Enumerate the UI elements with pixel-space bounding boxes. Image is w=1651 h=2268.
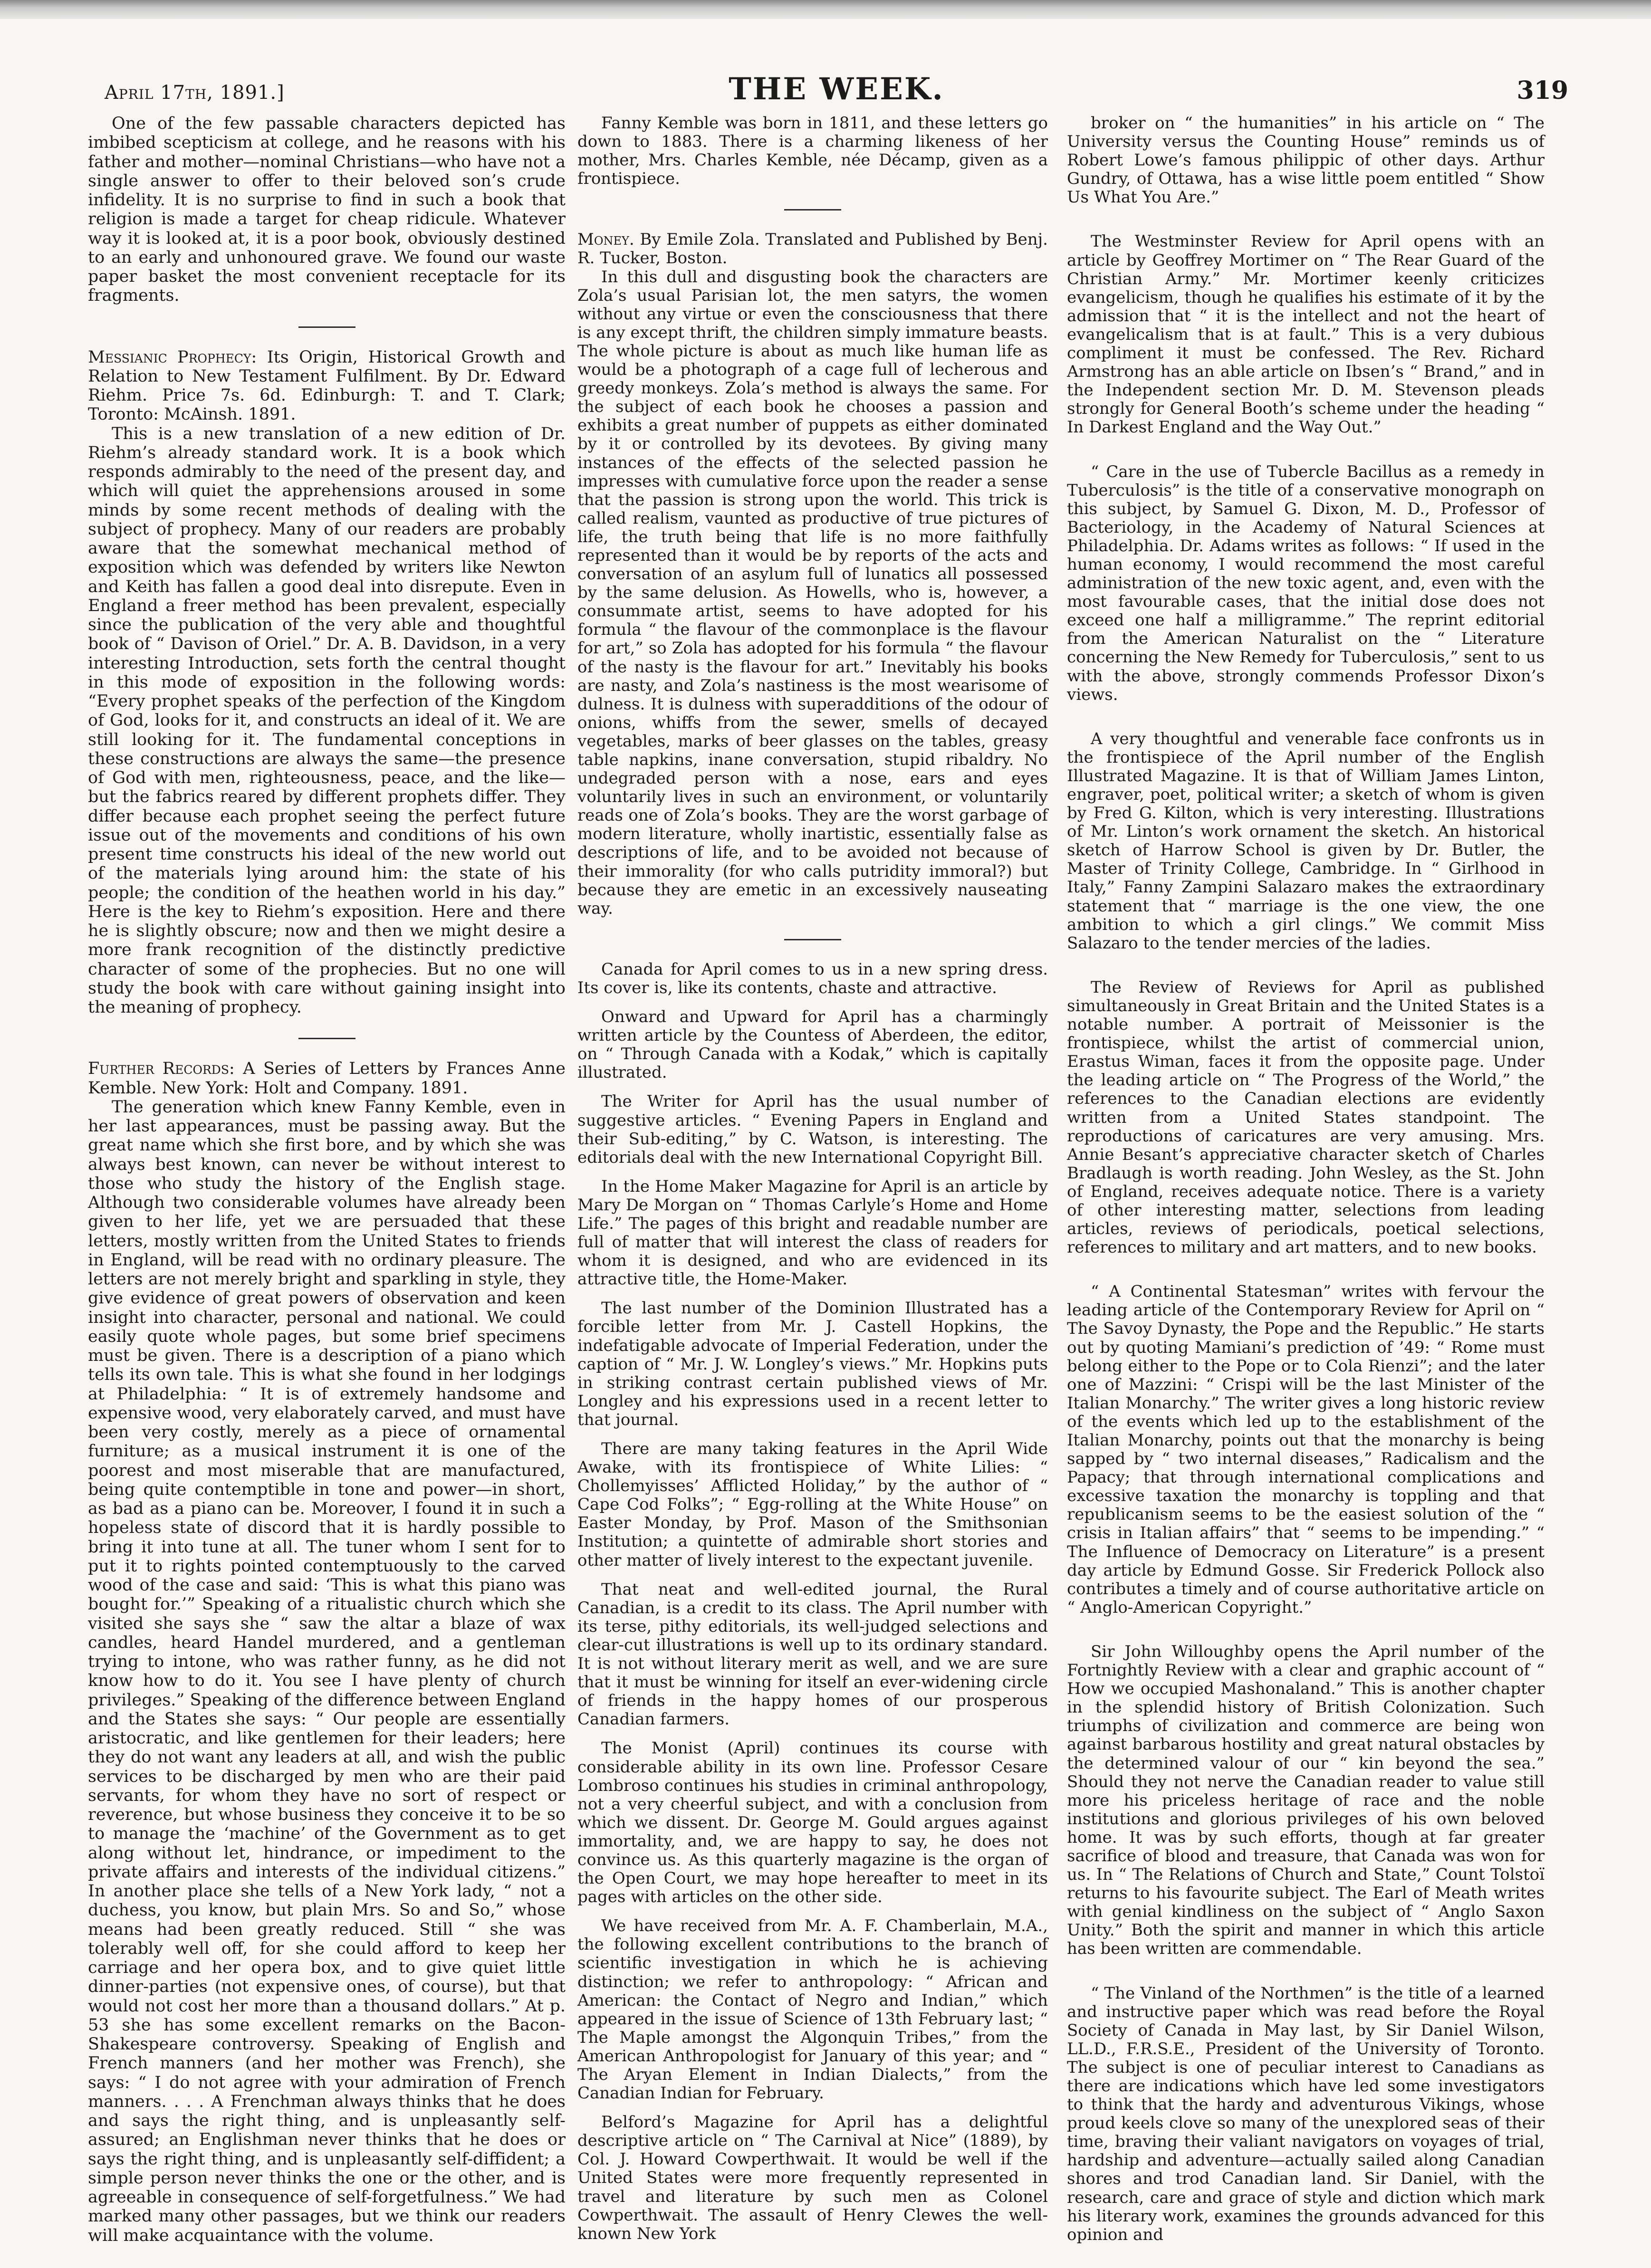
paragraph: The Monist (April) continues its course with considerable ability in its own line. Professor Cesare Lombroso continues his studies in criminal anthropology, not a very cheerful subject, and with a conclusion from which we dissent. Dr. George M. Gould argues against immortality, and, we are happy to say, he does not convince us. As this quarterly magazine is the organ of the Open Court, we may hope hereafter to meet in its pages with articles on the other side.: [577, 1739, 1048, 1907]
paragraph: “ A Continental Statesman” writes with fervour the leading article of the Contemporary Review for April on “ The Savoy Dynasty, the Pope and the Republic.” He starts out by quoting Mamiani’s prediction of ’49: “ Rome must belong either to the Pope or to Cola Rienzi”; and the later one of Mazzini: “ Crispi will be the last Minister of the Italian Monarchy.” The writer gives a long historic review of the events which led up to the establishment of the Italian Monarchy, points out that the monarchy is being sapped by “ two internal diseases,” Radicalism and the Papacy; that through international complications and excessive taxation the monarchy is toppling and that republicanism seems to be the easiest solution of the “ crisis in Italian affairs” that “ seems to be impending.” “ The Influence of Democracy on Literature” is a present day article by Edmund Gosse. Sir Frederick Pollock also contributes a timely and of course authoritative article on “ Anglo-American Copyright.”: [1067, 1282, 1545, 1617]
column-middle: [577, 114, 1048, 2243]
page-number: 319: [1517, 76, 1568, 105]
paragraph: “ The Vinland of the Northmen” is the title of a learned and instructive paper which was read before the Royal Society of Canada in May last, by Sir Daniel Wilson, LL.D., F.R.S.E., President of the University of Toronto. The subject is one of peculiar interest to Canadians as there are indications which have led some investigators to think that the hardy and adventurous Vikings, whose proud keels clove so many of the unexplored seas of their time, braving their valiant navigators on voyages of trial, hardship and adventure—actually sailed along Canadian shores and trod Canadian land. Sir Daniel, with the research, care and grace of style and diction which mark his literary work, examines the grounds advanced for this opinion and: [1067, 1983, 1545, 2244]
paragraph: The Westminster Review for April opens with an article by Geoffrey Mortimer on “ The Rear Guard of the Christian Army.” Mr. Mortimer keenly criticizes evangelicism, though he qualifies his estimate of it by the admission that “ it is the intellect and not the heart of evangelicalism that is at fault.” This is a very dubious compliment it must be confessed. The Rev. Richard Armstrong has an able article on Ibsen’s “ Brand,” and in the Independent section Mr. D. M. Stevenson pleads strongly for General Booth’s scheme under the heading “ In Darkest England and the Way Out.”: [1067, 232, 1545, 437]
review-heading-details: By Emile Zola. Translated and Published by Benj. R. Tucker, Boston.: [577, 230, 1048, 268]
page-header: [105, 71, 1568, 114]
paragraph: The last number of the Dominion Illustrated has a forcible letter from Mr. J. Castell Hopkins, the indefatigable advocate of Imperial Federation, under the caption of “ Mr. J. W. Longley’s views.” Mr. Hopkins puts in striking contrast certain published views of Mr. Longley and his expressions used in a recent letter to that journal.: [577, 1299, 1048, 1429]
section-divider: [298, 1038, 355, 1039]
paragraph: The Review of Reviews for April as published simultaneously in Great Britain and the United States is a notable number. A portrait of Meissonier is the frontispiece, whilst the artist of commercial union, Erastus Wiman, faces it from the opposite page. Under the leading article on “ The Progress of the World,” the references to the Canadian elections are evidently written from a United States standpoint. The reproductions of caricatures are very amusing. Mrs. Annie Besant’s appreciative character sketch of Charles Bradlaugh is worth reading. John Wesley, as the St. John of England, receives adequate notice. There is a variety of other interesting matter, selections from leading articles, reviews of periodicals, poetical selections, references to military and art matters, and to new books.: [1067, 977, 1545, 1257]
column-left: [88, 114, 566, 2245]
paragraph: “ Care in the use of Tubercle Bacillus as a remedy in Tuberculosis” is the title of a conservative monograph on this subject, by Samuel G. Dixon, M. D., Professor of Bacteriology, in the Academy of Natural Sciences at Philadelphia. Dr. Adams writes as follows: “ If used in the human economy, I would recommend the most careful administration of the new toxic agent, and, even with the most favourable cases, that the initial dose does not exceed one half a milligramme.” The reprint editorial from the American Naturalist on the “ Literature concerning the New Remedy for Tuberculosis,” sent to us with the above, strongly commends Professor Dixon’s views.: [1067, 462, 1545, 704]
review-heading-label: Money.: [577, 230, 634, 249]
paragraph: One of the few passable characters depicted has imbibed scepticism at college, and he reasons with his father and mother—nominal Christians—who have not a single answer to offer to their beloved son’s crude infidelity. It is no surprise to find in such a book that religion is made a target for cheap ridicule. Whatever way it is looked at, it is a poor book, obviously destined to an early and unhonoured grave. We found our waste paper basket the most convenient receptacle for its fragments.: [88, 114, 566, 306]
paragraph: We have received from Mr. A. F. Chamberlain, M.A., the following excellent contributions to the branch of scientific investigation in which he is achieving distinction; we refer to anthropology: “ African and American: the Contact of Negro and Indian,” which appeared in the issue of Science of 13th February last; “ The Maple amongst the Algonquin Tribes,” from the American Anthropologist for January of this year; and “ The Aryan Element in Indian Dialects,” from the Canadian Indian for February.: [577, 1916, 1048, 2103]
column-right: [1067, 114, 1545, 2244]
paragraph: In this dull and disgusting book the characters are Zola’s usual Parisian lot, the men satyrs, the women without any virtue or even the consciousness that there is any except thrift, the children simply immature beasts. The whole picture is about as much like human life as would be a photograph of a cage full of lecherous and greedy monkeys. Zola’s method is always the same. For the subject of each book he chooses a passion and exhibits a great number of puppets as either dominated by it or controlled by its devotees. By giving many instances of the effects of the selected passion he impresses with cumulative force upon the reader a sense that the passion is strong upon the world. This trick is called realism, vaunted as productive of true pictures of life, the truth being that life is no more faithfully represented than it would be by reports of the acts and conversation of an asylum full of lunatics all possessed by the same delusion. As Howells, who is, however, a consummate artist, seems to have adopted for his formula “ the flavour of the commonplace is the flavour for art,” so Zola has adopted for his formula “ the flavour of the nasty is the flavour for art.” Inevitably his books are nasty, and Zola’s nastiness is the most wearisome of dulness. It is dulness with superadditions of the odour of onions, whiffs from the sewer, smells of decayed vegetables, marks of beer glasses on the tables, greasy table napkins, inane conversation, stupid ribaldry. No undegraded person with a nose, ears and eyes voluntarily lives in such an environment, or voluntarily reads one of Zola’s books. They are the worst garbage of modern literature, wholly inartistic, essentially false as descriptions of life, and to be avoided not because of their immorality (for who calls putridity immoral?) but because they are emetic in an excessively nauseating way.: [577, 267, 1048, 918]
review-heading-label: Messianic Prophecy:: [88, 347, 257, 367]
paragraph: Belford’s Magazine for April has a delightful descriptive article on “ The Carnival at Nice” (1889), by Col. J. Howard Cowperthwait. It would be well if the United States were more frequently represented in travel and literature by such men as Colonel Cowperthwait. The assault of Henry Clewes the well-known New York: [577, 2113, 1048, 2243]
review-heading-details: A Series of Letters by Frances Anne Kemble. New York: Holt and Company. 1891.: [88, 1059, 566, 1098]
journal-title: THE WEEK.: [729, 71, 944, 107]
paragraph: The Writer for April has the usual number of suggestive articles. “ Evening Papers in England and their Sub-editing,” by C. Watson, is interesting. The editorials deal with the new International Copyright Bill.: [577, 1092, 1048, 1167]
review-heading-label: Further Records:: [88, 1059, 235, 1079]
paragraph: That neat and well-edited journal, the Rural Canadian, is a credit to its class. The April number with its terse, pithy editorials, its well-judged selections and clear-cut illustrations is well up to its ordinary standard. It is not without literary merit as well, and we are sure that it must be winning for itself an ever-widening circle of friends in the happy homes of our prosperous Canadian farmers.: [577, 1579, 1048, 1729]
paragraph: broker on “ the humanities” in his article on “ The University versus the Counting House” reminds us of Robert Lowe’s famous philippic of other days. Arthur Gundry, of Ottawa, has a wise little poem entitled “ Show Us What You Are.”: [1067, 114, 1545, 207]
paragraph: Canada for April comes to us in a new spring dress. Its cover is, like its contents, chaste and attractive.: [577, 959, 1048, 997]
paragraph: In the Home Maker Magazine for April is an article by Mary De Morgan on “ Thomas Carlyle’s Home and Home Life.” The pages of this bright and readable number are full of matter that will interest the class of readers for whom it is designed, and who are evidenced in its attractive title, the Home-Maker.: [577, 1177, 1048, 1289]
review-heading-details: Its Origin, Historical Growth and Relation to New Testament Fulfilment. By Dr. Edward Riehm. Price 7s. 6d. Edinburgh: T. and T. Clark; Toronto: McAinsh. 1891.: [88, 347, 566, 424]
paragraph: A very thoughtful and venerable face confronts us in the frontispiece of the April number of the English Illustrated Magazine. It is that of William James Linton, engraver, poet, political writer; a sketch of whom is given by Fred G. Kilton, which is very interesting. Illustrations of Mr. Linton’s work ornament the sketch. An historical sketch of Harrow School is given by Dr. Butler, the Master of Trinity College, Cambridge. In “ Girlhood in Italy,” Fanny Zampini Salazaro makes the extraordinary statement that “ marriage is the one view, the one ambition to which a girl clings.” We commit Miss Salazaro to the tender mercies of the ladies.: [1067, 729, 1545, 953]
paragraph: Onward and Upward for April has a charmingly written article by the Countess of Aberdeen, the editor, on “ Through Canada with a Kodak,” which is capitally illustrated.: [577, 1007, 1048, 1082]
issue-date: April 17th, 1891.]: [105, 82, 285, 104]
review-heading: [64, 348, 566, 424]
section-divider: [298, 326, 355, 328]
scan-top-edge: [0, 0, 1651, 19]
paragraph: Sir John Willoughby opens the April number of the Fortnightly Review with a clear and graphic account of “ How we occupied Mashonaland.” This is another chapter in the splendid history of British Colonization. Such triumphs of civilization and commerce are being won against barbarous hostility and great natural obstacles by the determined valour of our “ kin beyond the sea.” Should they not nerve the Canadian reader to value still more his priceless heritage of race and the noble institutions and glorious privileges of his own beloved home. It was by such efforts, though at far greater sacrifice of blood and treasure, that Canada was won for us. In “ The Relations of Church and State,” Count Tolstoï returns to his favourite subject. The Earl of Meath writes with genial kindliness on the subject of “ Anglo Saxon Unity.” Both the spirit and manner in which this article has been written are commendable.: [1067, 1642, 1545, 1959]
paragraph: The generation which knew Fanny Kemble, even in her last appearances, must be passing away. But the great name which she first bore, and by which she was always best known, can never be without interest to those who study the history of the English stage. Although two considerable volumes have already been given to her life, yet we are persuaded that these letters, mostly written from the United States to friends in England, will be read with no ordinary pleasure. The letters are not merely bright and sparkling in style, they give evidence of great powers of observation and keen insight into character, personal and national. We could easily quote whole pages, but some brief specimens must be given. There is a description of a piano which tells its own tale. This is what she found in her lodgings at Philadelphia: “ It is of extremely handsome and expensive wood, very elaborately carved, and must have been very costly, merely as a piece of ornamental furniture; as a musical instrument it is one of the poorest and most miserable that are manufactured, being quite contemptible in tone and power—in short, as bad as a piano can be. Moreover, I found it in such a hopeless state of discord that it is hardly possible to bring it into tune at all. The tuner whom I sent for to put it to rights pointed contemptuously to the carved wood of the case and said: ‘This is what this piano was bought for.’” Speaking of a ritualistic church which she visited she says she “ saw the altar a blaze of wax candles, heard Handel murdered, and a gentleman trying to intone, who was rather funny, as he did not know how to do it. You see I have plenty of church privileges.” Speaking of the difference between England and the States she says: “ Our people are essentially aristocratic, and like gentlemen for their leaders; here they do not want any leaders at all, and wish the public services to be discharged by men who are their paid servants, for whom they have no sort of respect or reverence, but whose business they conceive it to be so to manage the ‘machine’ of the Government as to get along without let, hindrance, or impediment to the private affairs and interests of the individual citizens.” In another place she tells of a New York lady, “ not a duchess, you know, but plain Mrs. So and So,” whose means had been greatly reduced. Still “ she was tolerably well off, for she could afford to keep her carriage and her opera box, and to give quiet little dinner-parties (not expensive ones, of course), but that would not cost her more than a thousand dollars.” At p. 53 she has some excellent remarks on the Bacon-Shakespeare controversy. Speaking of English and French manners (and her mother was French), she says: “ I do not agree with your admiration of French manners. . . . A Frenchman always thinks that he does and says the right thing, and is unpleasantly self-assured; an Englishman never thinks that he does or says the right thing, and is unpleasantly self-diffident; a simple person never thinks the one or the other, and is agreeable in consequence of self-forgetfulness.” We had marked many other passages, but we think our readers will make acquaintance with the volume.: [88, 1097, 566, 2245]
section-divider: [784, 939, 841, 940]
paragraph: Fanny Kemble was born in 1811, and these letters go down to 1883. There is a charming likeness of her mother, Mrs. Charles Kemble, née Décamp, given as a frontispiece.: [577, 114, 1048, 189]
review-heading: [554, 230, 1048, 268]
section-divider: [784, 209, 841, 211]
review-heading: [64, 1059, 566, 1098]
paragraph: There are many taking features in the April Wide Awake, with its frontispiece of White Lilies: “ Chollemyisses’ Afflicted Holiday,” by the author of “ Cape Cod Folks”; “ Egg-rolling at the White House” on Easter Monday, by Prof. Mason of the Smithsonian Institution; a quintette of admirable short stories and other matter of lively interest to the expectant juvenile.: [577, 1439, 1048, 1570]
paragraph: This is a new translation of a new edition of Dr. Riehm’s already standard work. It is a book which responds admirably to the need of the present day, and which will quiet the apprehensions aroused in some minds by some recent methods of dealing with the subject of prophecy. Many of our readers are probably aware that the somewhat mechanical method of exposition which was defended by writers like Newton and Keith has fallen a good deal into disrepute. Even in England a freer method has been prevalent, especially since the publication of the very able and thoughtful book of “ Davison of Oriel.” Dr. A. B. Davidson, in a very interesting Introduction, sets forth the central thought in this mode of exposition in the following words: “Every prophet speaks of the perfection of the Kingdom of God, looks for it, and constructs an ideal of it. We are still looking for it. The fundamental conceptions in these constructions are always the same—the presence of God with men, righteousness, peace, and the like—but the fabrics reared by different prophets differ. They differ because each prophet seeing the perfect future issue out of the movements and conditions of his own present time constructs his ideal of the new world out of the materials lying around him: the state of his people; the condition of the heathen world in his day.” Here is the key to Riehm’s exposition. Here and there he is slightly obscure; now and then we might desire a more frank recognition of the distinctly predictive character of some of the prophecies. But no one will study the book with care without gaining insight into the meaning of prophecy.: [88, 424, 566, 1017]
